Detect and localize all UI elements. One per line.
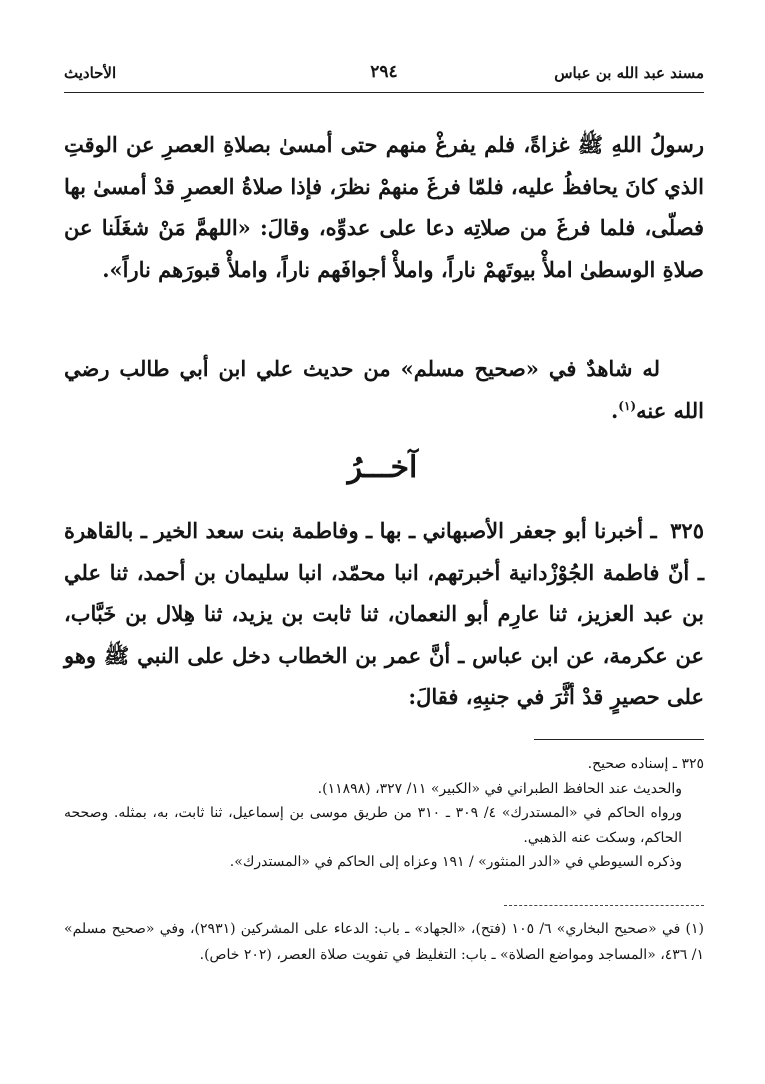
witness-text: له شاهدٌ في «صحيح مسلم» من حديث علي ابن أبي طالب رضي الله عنه	[64, 356, 704, 423]
witness-paragraph	[64, 348, 704, 431]
footnote-separator	[504, 905, 704, 906]
header-rule	[64, 92, 704, 93]
note-line-2: والحديث عند الحافظ الطبراني في «الكبير» ١١/ ٣٢٧، (١١٨٩٨).	[317, 780, 682, 797]
note-line-1: ٣٢٥ ـ إسناده صحيح.	[587, 756, 704, 772]
footnotes	[64, 916, 704, 968]
witness-end: .	[610, 397, 619, 423]
page-number: ٢٩٤	[370, 62, 398, 82]
hadith-number: ٣٢٥	[670, 518, 704, 543]
note-line-4: وذكره السيوطي في «الدر المنثور» / ١٩١ وعزاه إلى الحاكم في «المستدرك».	[229, 854, 682, 870]
hadith-continuation	[64, 124, 704, 290]
hadith-325-paragraph	[64, 510, 704, 718]
notes-separator	[534, 739, 704, 740]
hadith-continuation-text: رسولُ اللهِ ﷺ غزاةً، فلم يفرغْ منهم حتى أمسىٰ بصلاةِ العصرِ عن الوقتِ الذي كانَ يحافظُ عليه، فلمّا فرغَ منهمْ نظرَ، فإذا صلاةُ العصرِ قدْ أمسىٰ بها فصلّى، فلما فرغَ من صلاتِه دعا على عدوِّه، وقالَ: «اللهمَّ مَنْ شغَلَنا عن صلاةِ الوسطىٰ املأْ بيوتَهمْ ناراً، واملأْ أجوافَهم ناراً، واملأْ قبورَهم ناراً».	[64, 132, 704, 282]
section-title: الأحاديث	[64, 64, 117, 82]
editor-notes	[64, 752, 704, 875]
note-line-3: ورواه الحاكم في «المستدرك» ٤/ ٣٠٩ ـ ٣١٠ من طريق موسى بن إسماعيل، ثنا ثابت، به، بمثله. وصححه الحاكم، وسكت عنه الذهبي.	[64, 805, 682, 846]
hadith-325-text: ـ أخبرنا أبو جعفر الأصبهاني ـ بها ـ وفاطمة بنت سعد الخير ـ بالقاهرة ـ أنّ فاطمة الجُوْزْدانية أخبرتهم، انبا محمّد، انبا سليمان بن أحمد، ثنا علي بن عبد العزيز، ثنا عارِم أبو النعمان، ثنا ثابت بن يزيد، ثنا هِلال بن خَبَّاب، عن عكرمة، عن ابن عباس ـ أنَّ عمر بن الخطاب دخل على النبي ﷺ وهو على حصيرٍ قدْ أثَّرَ في جنبِهِ، فقالَ:	[64, 518, 704, 709]
book-title: مسند عبد الله بن عباس	[554, 64, 704, 82]
footnote-1: (١) في «صحيح البخاري» ٦/ ١٠٥ (فتح)، «الجهاد» ـ باب: الدعاء على المشركين (٢٩٣١)، وفي «صحيح مسلم» ١/ ٤٣٦، «المساجد ومواضع الصلاة» ـ باب: التغليظ في تفويت صلاة العصر، (٢٠٢ خاص).	[64, 921, 704, 963]
running-header	[64, 62, 704, 88]
section-heading: آخـــرُ	[347, 450, 418, 485]
footnote-marker: (١)	[618, 398, 637, 413]
